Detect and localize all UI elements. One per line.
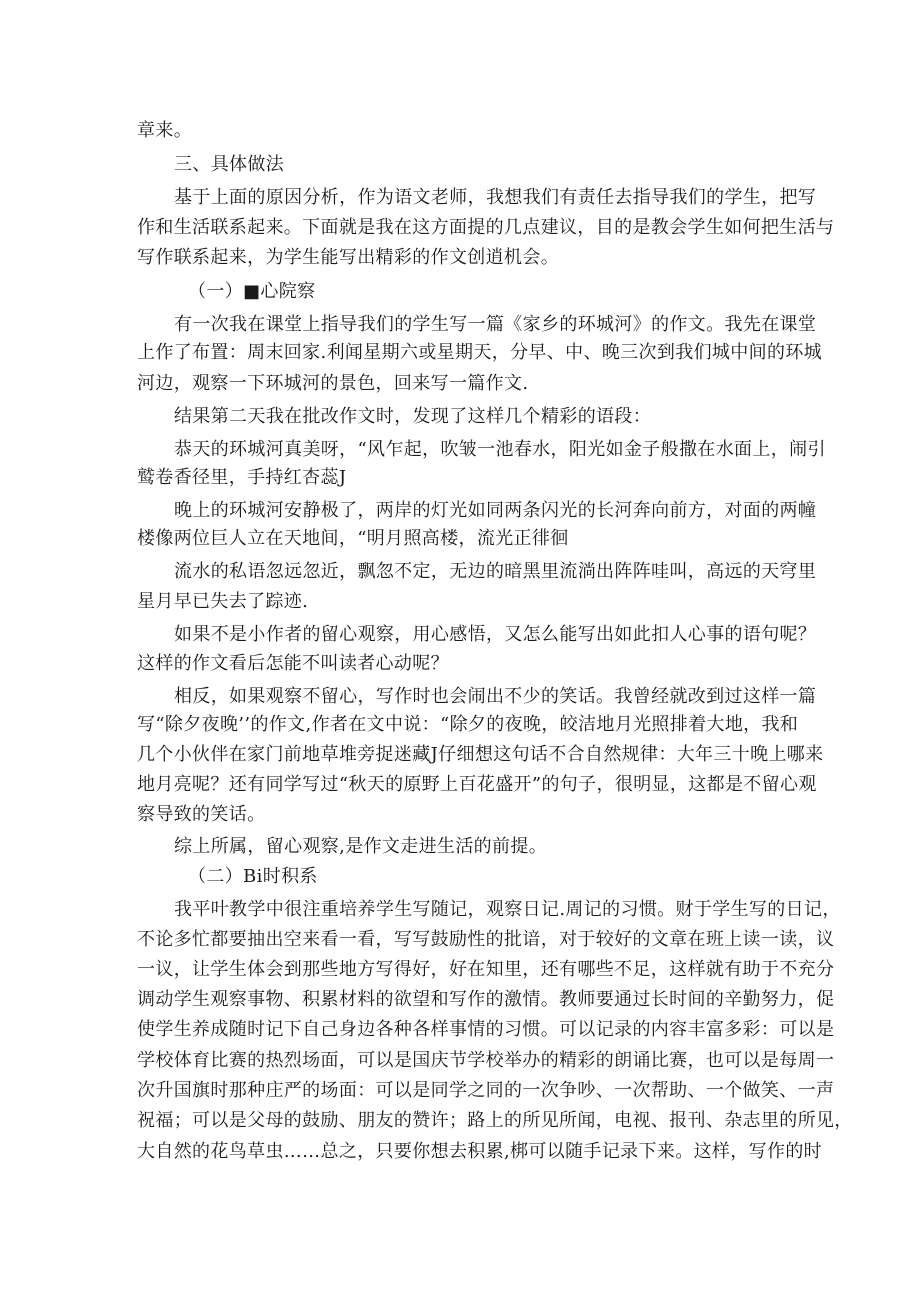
text-line: 地月亮呢？还有同学写过“秋天的原野上百花盛开”的句子，很明显，这都是不留心观 [137,774,817,795]
text-line: 如果不是小作者的留心观察，用心感悟，又怎么能写出如此扣人心事的语句呢？ [174,624,817,645]
subsection-heading: （一）■心院察 [188,281,316,302]
text-line: 上作了布置：周末回家.利闻星期六或星期天，分早、中、晚三次到我们城中间的环城 [137,342,823,363]
text-line: 一议，让学生体会到那些地方写得好，好在知里，还有哪些不足，这样就有助于不充分 [137,959,835,980]
text-line: 作和生活联系起来。下面就是我在这方面提的几点建议，目的是教会学生如何把生活与 [137,217,835,238]
text-line: 鹫卷香径里，手持红杏蕊J [137,467,347,488]
text-line: 晚上的环城河安静极了，两岸的灯光如同两条闪光的长河奔向前方，对面的两幢 [174,500,817,521]
text-line: 使学生养成随时记下自己身边各种各样事情的习惯。可以记录的内容丰富多彩：可以是 [137,1019,835,1040]
text-line: 恭天的环城河真美呀，“风乍起，吹皱一池春水，阳光如金子般撒在水面上，闹引 [174,439,826,460]
text-line: 结果第二天我在批改作文时，发现了这样几个精彩的语段： [174,406,652,427]
text-line: 次升国旗时那种庄严的场面：可以是同学之同的一次争吵、一次帮助、一个做笑、一声 [137,1080,835,1101]
text-line: 几个小伙伴在家门前地草堆旁捉迷藏J仔细想这句话不合自然规律：大年三十晚上哪来 [137,744,824,765]
text-line: 大自然的花鸟草虫……总之，只要你想去积累,梆可以随手记录下来。这样，写作的时 [137,1141,823,1162]
section-heading: 三、具体做法 [174,154,285,175]
text-line: 楼像两位巨人立在天地间，“明月照高楼，流光正徘徊 [137,528,569,549]
text-line: 察导致的笑话。 [137,804,266,825]
text-line: 我平叶教学中很注重培养学生写随记，观察日记.周记的习惯。财于学生写的日记， [174,899,841,920]
text-line: 综上所属，留心观察,是作文走进生活的前提。 [174,836,548,857]
text-line: 写“除夕夜晚’’的作文,作者在文中说：“除夕的夜晚，皎洁地月光照排着大地，我和 [137,714,799,735]
text-line: 有一次我在课堂上指导我们的学生写一篇《家乡的环城河》的作文。我先在课堂 [174,314,817,335]
text-line: 章来。 [137,120,193,141]
text-line: 这样的作文看后怎能不叫读者心动呢？ [137,653,449,674]
text-line: 基于上面的原因分析，作为语文老师，我想我们有责任去指导我们的学生，把写 [174,187,817,208]
text-line: 不论多忙都要抽出空来看一看，写写鼓励性的批谙，对于较好的文章在班上读一读，议 [137,929,835,950]
text-line: 调动学生观察事物、积累材料的欲望和写作的激情。教师要通过长时间的辛勤努力，促 [137,989,835,1010]
text-line: 相反，如果观察不留心，写作时也会闹出不少的笑话。我曾经就改到过这样一篇 [174,686,817,707]
text-line: 河边，观察一下环城河的景色，回来写一篇作文. [137,373,529,394]
text-line: 祝福；可以是父母的鼓励、朋友的赞许；路上的所见所闻，电视、报刊、杂志里的所见， [137,1110,853,1131]
text-line: 星月早已失去了踪迹. [137,591,309,612]
text-line: 学校体育比赛的热烈场面，可以是国庆节学校举办的精彩的朗诵比赛，也可以是每周一 [137,1050,835,1071]
subsection-heading: （二）Bi时积系 [188,866,318,887]
text-line: 写作联系起来，为学生能写出精彩的作文创逍机会。 [137,247,560,268]
text-line: 流水的私语忽远忽近，飘忽不定，无边的暗黑里流淌出阵阵哇叫，高远的天穹里 [174,561,817,582]
